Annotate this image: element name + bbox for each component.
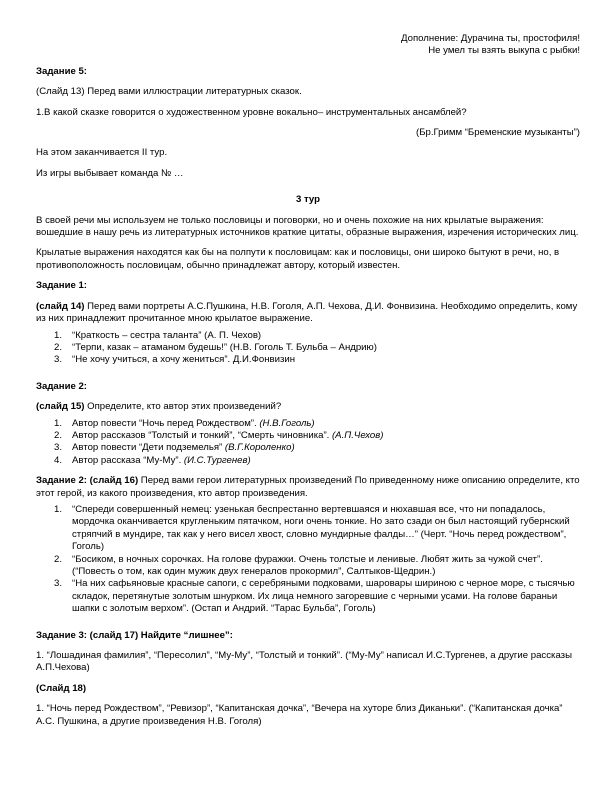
task1-slide-label: (слайд 14) [36, 300, 85, 312]
list-number: 3. [54, 354, 63, 366]
document-page [36, 33, 580, 728]
task5-end-1: На этом заканчивается II тур. [36, 147, 168, 159]
list-item [36, 418, 580, 430]
list-item [36, 442, 580, 454]
task5-heading: Задание 5: [36, 65, 87, 77]
list-text: Автор повести “Дети подземелья” [72, 442, 225, 454]
list-item [36, 578, 580, 615]
list-number: 2. [54, 553, 63, 565]
task1-body: Перед вами портреты А.С.Пушкина, Н.В. Гоголя, А.П. Чехова, Д.И. Фонвизина. Необходимо определить, кому из них принадлежит прочитанное мною крылатое выражение. [36, 300, 578, 325]
round3-title: 3 тур [295, 194, 320, 206]
list-item [36, 342, 580, 354]
round3-intro-2: Крылатые выражения находятся как бы на полпути к пословицам: как и пословицы, они широко бытуют в речи, но, в противоположность пословицам, обычно принадлежат автору, который известен. [36, 247, 560, 271]
list-text: “Босиком, в ночных сорочках. На голове фуражки. Очень толстые и ленивые. Любят жить за чужой счет”. (“Повесть о том, как один мужик двух генералов прокормил”, Салтыков-Щедрин.) [72, 553, 543, 577]
list-item [36, 354, 580, 366]
task2a-slide-label: (слайд 15) [36, 401, 85, 413]
list-text: Автор рассказов “Толстый и тонкий”, “Смерть чиновника”. [72, 429, 332, 441]
task2b-heading: Задание 2: (слайд 16) [36, 475, 139, 487]
round3-intro-1: В своей речи мы используем не только пословицы и поговорки, но и очень похожие на них крылатые выражения: вошедшие в нашу речь из литературных источников краткие цитаты, образные выражения, изречения исторических лиц. [36, 214, 579, 239]
list-number: 1. [54, 503, 63, 515]
task3-item-1: 1. “Лошадиная фамилия”, “Пересолил”, “Му-Му”, “Толстый и тонкий”. (“Му-Му” написал И.С.Тургенев, а другие рассказы А.П.Чехова) [36, 650, 572, 674]
list-number: 4. [54, 454, 63, 466]
task2a-text [36, 401, 580, 413]
list-text: “На них сафьяновые красные сапоги, с серебряными подковами, шаровары шириною с черное море, с тысячью складок, перетянутые золотым шнурком. Их лица немного загоревшие с черными усами. На голове бараньи шапки с золотым верхом”. (Остап и Андрий. “Тарас Бульба”, Гоголь) [72, 578, 575, 615]
list-answer: (И.С.Тургенев) [183, 454, 251, 466]
list-text: Автор рассказа “Му-Му”. [72, 454, 184, 466]
list-text: “Терпи, казак – атаманом будешь!” (Н.В. Гоголь Т. Бульба – Андрию) [72, 341, 377, 353]
task3-item-2: 1. “Ночь перед Рождеством”, “Ревизор”, “Капитанская дочка”, “Вечера на хуторе близ Диканьки”. (“Капитанская дочка” А.С. Пушкина, а другие произведения Н.В. Гоголя) [36, 703, 563, 727]
list-answer: (В.Г.Короленко) [224, 442, 295, 454]
list-answer: (А.П.Чехов) [331, 429, 384, 441]
task5-slide: (Слайд 13) Перед вами иллюстрации литературных сказок. [36, 86, 302, 98]
list-text: “Краткость – сестра таланта” (А. П. Чехов) [72, 329, 262, 341]
list-answer: (Н.В.Гоголь) [259, 417, 315, 429]
list-item [36, 504, 580, 554]
list-text: “Не хочу учиться, а хочу жениться”. Д.И.Фонвизин [72, 354, 296, 366]
list-item [36, 455, 580, 467]
list-item [36, 430, 580, 442]
task2a-list [36, 418, 580, 468]
task1-text [36, 301, 580, 326]
header-line-2: Не умел ты взять выкупа с рыбки! [428, 45, 580, 57]
list-item [36, 330, 580, 342]
task2b-text [36, 475, 580, 500]
list-number: 1. [54, 417, 63, 429]
task2b-list [36, 504, 580, 616]
task1-list [36, 330, 580, 367]
header-addition [36, 33, 580, 58]
task5-question: 1.В какой сказке говорится о художественном уровне вокально– инструментальных ансамблей? [36, 106, 467, 118]
list-number: 3. [54, 578, 63, 590]
task5-answer: (Бр.Гримм “Бременские музыканты”) [416, 127, 580, 139]
slide18-label: (Слайд 18) [36, 682, 87, 694]
list-number: 3. [54, 442, 63, 454]
task1-heading: Задание 1: [36, 280, 87, 292]
list-number: 1. [54, 329, 63, 341]
header-line-1: Дополнение: Дурачина ты, простофиля! [401, 33, 580, 44]
task2a-heading: Задание 2: [36, 380, 87, 392]
list-item [36, 554, 580, 579]
list-number: 2. [54, 341, 63, 353]
task2a-body: Определите, кто автор этих произведений? [84, 401, 282, 413]
list-text: “Спереди совершенный немец: узенькая беспрестанно вертевшаяся и нюхавшая все, что ни попадалось, мордочка оканчивается кругленьким пятачком, ноги очень тонкие. Но зато сзади он был настоящий губернский стряпчий в мундире, так как у него висел хвост, словно мундирные фалды…” (Черт. “Ночь перед рождеством”, Гоголь) [72, 503, 570, 553]
list-text: Автор повести “Ночь перед Рождеством”. [72, 417, 260, 429]
list-number: 2. [54, 429, 63, 441]
task3-heading: Задание 3: (слайд 17) Найдите “лишнее”: [36, 629, 233, 641]
task2b-body: Перед вами герои литературных произведений По приведенному ниже описанию определите, кто этот герой, из какого произведения, кто автор произведения. [36, 475, 580, 499]
task5-end-2: Из игры выбывает команда № … [36, 167, 184, 179]
